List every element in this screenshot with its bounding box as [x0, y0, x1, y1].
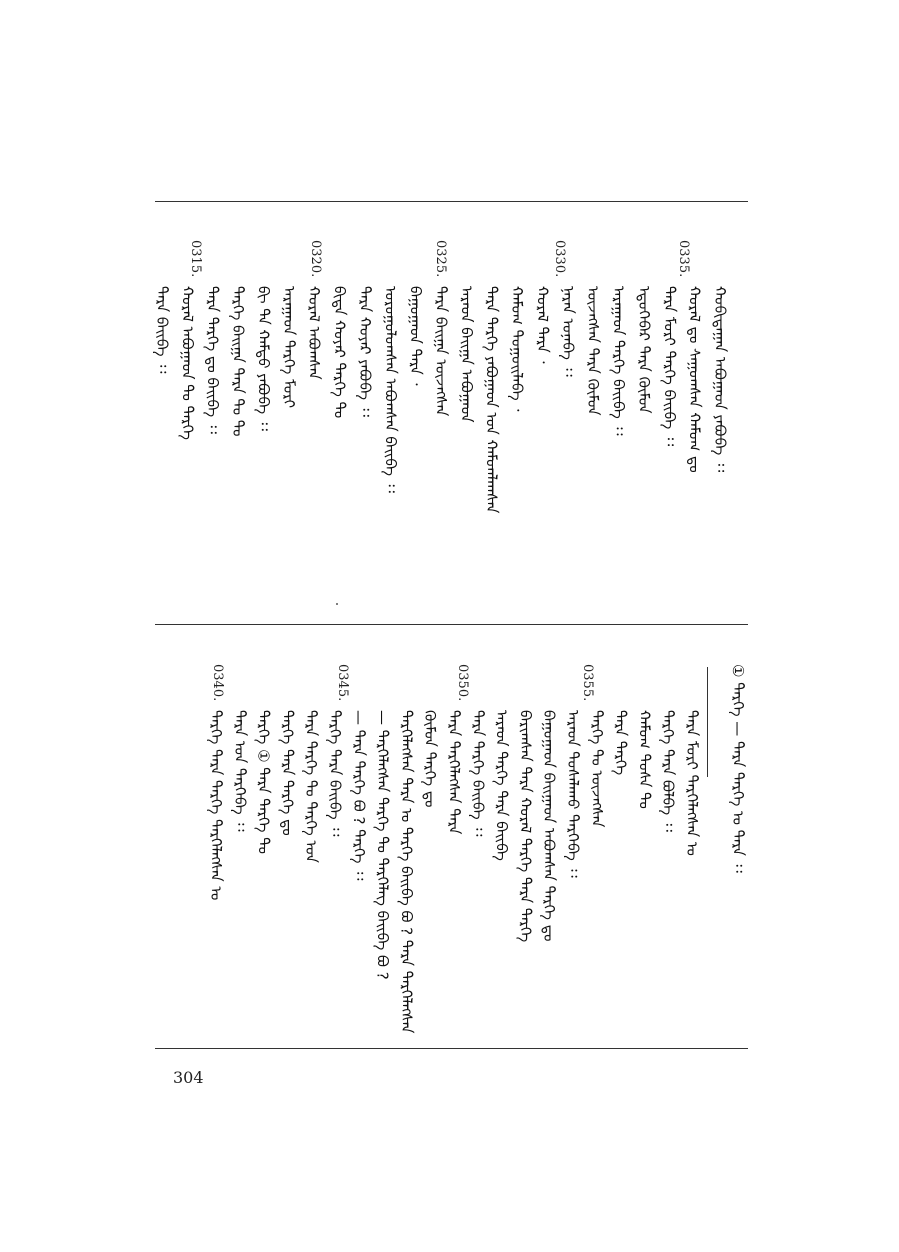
text-column: ᠨᠠᠷᠠᠨ ᠤᠨᠠᠪᠠ ᠄᠄ — [558, 286, 577, 377]
text-column: ᠲᠡᠷᠭᠡ ᠲᠤ ᠦᠵᠡᠭᠰᠡᠨ — [587, 710, 606, 828]
line-number: 0350. — [455, 664, 470, 702]
line-number: 0315. — [188, 240, 203, 278]
text-column: ᠬᠦᠮᠦᠨ ᠲᠡᠷᠭᠡ ᠳᠤ — [421, 710, 440, 808]
text-column: ᠲᠡᠷᠡ ᠮᠣᠷᠢ ᠲᠡᠷᠭᠡᠯᠡᠭᠰᠡᠨ ᠤ — [683, 710, 701, 856]
stray-dot — [336, 603, 338, 605]
page-number: 304 — [173, 1068, 204, 1087]
text-column: ᠬᠣᠪᠢᠳᠠᠭᠠᠨ ᠠᠪᠤᠭᠠᠳ ᠶᠠᠪᠤᠪᠠ ᠄᠄ — [711, 286, 729, 473]
text-column: — ᠲᠡᠷᠡ ᠲᠡᠷᠭᠡ ᠪᠣ ? ᠲᠡᠷᠭᠡ ᠄᠄ — [349, 710, 368, 881]
text-column: ᠪᠠᠭᠤᠭᠠᠳ ᠪᠠᠢᠭᠠᠳ ᠠᠪᠤᠭᠰᠠᠨ ᠲᠡᠷᠭᠡ ᠳᠤ — [540, 710, 559, 942]
text-column: ᠲᠡᠷᠭᠡ ᠪᠠᠢᠭᠠ ᠲᠡᠷᠡ ᠲᠤ ᠲᠤ — [229, 286, 248, 437]
text-column: ᠣᠷᠣᠭᠤᠯᠤᠭᠰᠠᠨ ᠠᠪᠤᠭᠰᠠᠨ ᠪᠠᠢᠪᠠ ᠄᠄ — [381, 286, 400, 493]
footnote-rule — [707, 667, 708, 777]
text-column: ᠦᠵᠡᠭᠰᠡᠨ ᠲᠡᠷᠡ ᠬᠦᠮᠦᠨ — [584, 286, 603, 416]
text-column: ᠲᠡᠷᠭᠡᠯᠡᠭᠰᠡᠨ ᠲᠡᠷᠡ ᠤ ᠲᠡᠷᠭᠡ ᠪᠠᠢᠪᠠ ᠪᠣ ? ᠲᠡᠷᠡ ᠲᠡᠷᠭᠡᠯᠡᠭᠰᠡᠨ — [397, 710, 416, 1034]
line-number: 0355. — [580, 664, 595, 702]
line-number: 0340. — [210, 664, 225, 702]
text-column: ᠬᠠᠮᠤᠭ ᠲᠤᠰᠠ ᠲᠤ — [635, 710, 654, 809]
footnote: ① ᠲᠡᠷᠭᠡ — ᠲᠡᠷᠡ ᠲᠡᠷᠭᠡ ᠤ ᠲᠡᠷᠡ ᠄᠄ — [729, 664, 747, 873]
text-column: ᠲᠡᠷᠡ ᠲᠡᠷᠭᠡ ᠳᠤ ᠪᠠᠢᠪᠠ ᠄᠄ — [203, 286, 222, 434]
text-column: ᠲᠡᠷᠡ ᠲᠡᠷᠭᠡ ᠶᠠᠪᠤᠭᠠᠳ ᠤᠨ ᠬᠠᠮᠤᠭᠯᠠᠭᠰᠠᠨ — [482, 286, 501, 514]
text-column: ᠪᠠᠭᠤᠭᠠᠳ ᠲᠡᠷᠡ ᠂ — [406, 286, 425, 386]
text-column: ᠲᠡᠷᠡ ᠲᠡᠷᠭᠡᠯᠡᠭᠰᠡᠨ ᠲᠡᠷᠡ — [445, 710, 463, 835]
text-column: ᠲᠡᠷᠡ ᠤᠨ ᠲᠡᠷᠭᠡᠪᠡ ᠄᠄ — [230, 710, 249, 832]
top-rule — [155, 201, 748, 202]
text-column: ᠲᠡᠷᠭᠡ ᠲᠡᠷᠡ ᠲᠡᠷᠭᠡ ᠳᠤ — [278, 710, 297, 836]
text-column: ᠠᠷᠠᠳ ᠪᠠᠢᠭᠠ ᠠᠪᠤᠭᠠᠳ — [457, 286, 476, 423]
text-column: ᠪᠢ ᠲᠠ ᠬᠠᠮᠲᠤ ᠶᠠᠪᠤᠪᠠ ᠄᠄ — [254, 286, 273, 431]
text-column: ᠬᠤᠷᠠᠯ ᠠᠪᠤᠭᠠᠳ ᠲᠤ ᠲᠡᠷᠭᠡ — [178, 286, 197, 440]
text-column: ᠪᠠᠷᠢᠭᠰᠠᠨ ᠲᠡᠷᠡ ᠬᠤᠷᠠᠯ ᠲᠡᠷᠭᠡ ᠲᠡᠷᠡ ᠲᠡᠷᠭᠡ — [516, 710, 535, 943]
text-column: ᠬᠤᠷᠠᠯ ᠲᠠᠷᠠ ᠂ — [533, 286, 552, 364]
line-number: 0330. — [552, 240, 567, 278]
text-column: ᠲᠡᠷᠭᠡ ᠲᠡᠷᠡ ᠲᠡᠷᠭᠡ ᠲᠡᠷᠭᠡᠯᠡᠭᠰᠡᠨ ᠣ — [207, 710, 225, 901]
line-number: 0345. — [335, 664, 350, 702]
text-column: ᠠᠷᠠᠳ ᠲᠤᠰᠠᠯᠠᠬᠤ ᠲᠡᠷᠭᠡᠪᠡ ᠄᠄ — [564, 710, 582, 878]
text-column: ᠲᠡᠷᠡ ᠬᠣᠶᠠᠷ ᠶᠠᠪᠤᠪᠠ ᠄᠄ — [355, 286, 374, 417]
middle-rule — [155, 624, 748, 625]
text-column: ᠪᠢᠳᠡ ᠬᠣᠶᠠᠷ ᠲᠡᠷᠭᠡ ᠲᠤ — [330, 286, 349, 419]
text-column: ᠲᠡᠷᠭᠡ ᠲᠡᠷᠡ ᠪᠣᠯᠪᠠ ᠄᠄ — [659, 710, 678, 832]
text-column: ᠲᠡᠷᠡ ᠪᠠᠢᠭᠠ ᠦᠵᠡᠭᠰᠡᠨ — [432, 286, 450, 417]
text-column: ᠲᠡᠷᠭᠡ ① ᠲᠡᠷᠡ ᠲᠡᠷᠭᠡ ᠲᠤ — [254, 710, 273, 854]
text-column: ᠲᠡᠷᠡ ᠪᠠᠢᠪᠠ ᠄᠄ — [153, 286, 171, 374]
text-column: — ᠲᠡᠷᠭᠡᠯᠡᠭᠰᠡᠨ ᠲᠡᠷᠭᠡ ᠲᠤ ᠲᠡᠷᠭᠡᠯᠡᠭ ᠪᠠᠢᠪᠠ ᠪᠣ ? — [373, 710, 392, 980]
text-column: ᠬᠠᠮᠤᠭ ᠳᠤᠭᠤᠢᠯᠠᠪᠠ ᠂ — [508, 286, 527, 412]
text-column: ᠠᠷᠠᠳ ᠲᠡᠷᠭᠡ ᠲᠡᠷᠡ ᠪᠠᠢᠪᠠ — [492, 710, 511, 861]
text-column: ᠲᠡᠷᠡ ᠲᠡᠷᠭᠡ ᠪᠠᠢᠪᠠ ᠄᠄ — [468, 710, 487, 837]
bottom-rule — [155, 1048, 748, 1049]
text-column: ᠡᠳᠦᠭᠡᠪᠡᠷ ᠲᠡᠷᠡ ᠬᠦᠮᠦᠨ — [634, 286, 653, 414]
text-column: ᠲᠡᠷᠭᠡ ᠲᠡᠷᠡ ᠪᠠᠢᠪᠠ ᠄᠄ — [326, 710, 344, 837]
text-column: ᠬᠤᠷᠠᠯ ᠳᠤ ᠰᠠᠭᠤᠭᠰᠠᠨ ᠬᠠᠮᠤᠭ ᠳᠤ — [685, 286, 704, 473]
text-column: ᠬᠤᠷᠠᠯ ᠠᠪᠤᠭᠰᠠᠨ — [305, 286, 324, 380]
text-column: ᠲᠡᠷᠡ ᠲᠡᠷᠭᠡ — [611, 710, 630, 776]
text-column: ᠲᠡᠷᠡ ᠮᠣᠷᠢ ᠲᠡᠷᠭᠡ ᠪᠠᠢᠪᠠ ᠄᠄ — [660, 286, 679, 447]
line-number: 0325. — [433, 240, 448, 278]
line-number: 0335. — [676, 240, 691, 278]
text-column: ᠠᠷᠠᠭᠠᠳ ᠲᠡᠷᠭᠡ ᠪᠠᠢᠪᠠ ᠄᠄ — [609, 286, 628, 436]
text-column: ᠠᠷᠠᠭᠠᠳ ᠲᠡᠷᠭᠡ ᠮᠣᠷᠢ — [279, 286, 298, 409]
text-column: ᠲᠡᠷᠡ ᠲᠡᠷᠭᠡ ᠲᠤ ᠲᠡᠷᠭᠡ ᠤᠨ — [302, 710, 321, 863]
line-number: 0320. — [308, 240, 323, 278]
